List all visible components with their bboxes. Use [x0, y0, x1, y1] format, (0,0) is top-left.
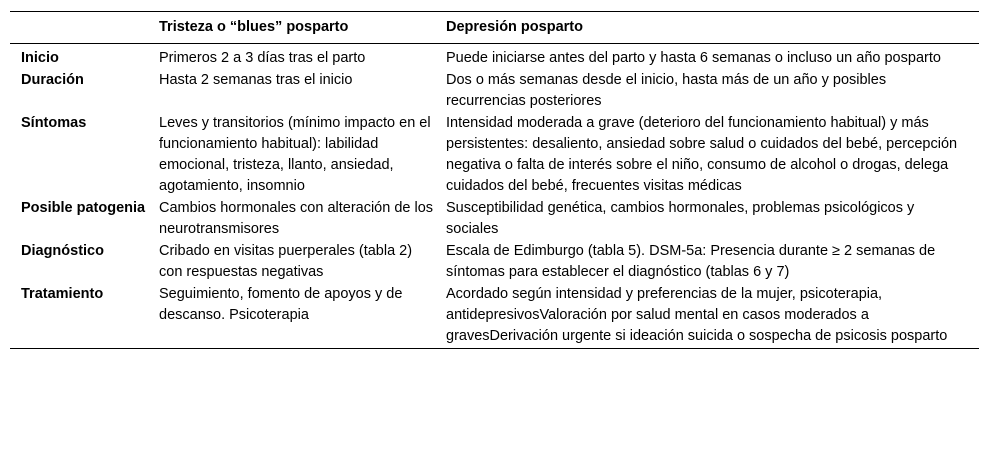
row-label: Tratamiento — [21, 286, 104, 302]
blues-cell: Primeros 2 a 3 días tras el parto — [159, 50, 366, 66]
blues-cell: Leves y transitorios (mínimo impacto en el funcionamiento habitual): labilidad emocional, tristeza, llanto, ansiedad, agotamiento, insomnio — [159, 115, 431, 194]
table-row-diagnostico — [10, 241, 979, 284]
table-row-patogenia — [10, 198, 979, 241]
table-row-sintomas — [10, 113, 979, 198]
header-blues: Tristeza o “blues” posparto — [159, 19, 349, 35]
depression-cell: Susceptibilidad genética, cambios hormonales, problemas psicológicos y sociales — [446, 200, 915, 237]
table-header — [10, 12, 979, 44]
header-label-cell — [10, 12, 159, 44]
depression-cell: Intensidad moderada a grave (deterioro del funcionamiento habitual) y más persistentes: desaliento, ansiedad sobre salud o cuidados del bebé, percepción negativa o falta de interés sobre el niño, consumo de alcohol o drogas, delega cuidados del bebé, frecuentes visitas médicas — [446, 115, 958, 194]
table-body — [10, 44, 979, 349]
comparison-table — [10, 11, 979, 349]
row-label: Posible patogenia — [21, 200, 146, 216]
blues-cell: Cribado en visitas puerperales (tabla 2) con respuestas negativas — [159, 243, 413, 280]
table-row-tratamiento — [10, 284, 979, 349]
depression-cell: Escala de Edimburgo (tabla 5). DSM-5a: Presencia durante ≥ 2 semanas de síntomas para establecer el diagnóstico (tablas 6 y 7) — [446, 243, 936, 280]
depression-cell: Acordado según intensidad y preferencias de la mujer, psicoterapia, antidepresivosValoración por salud mental en casos moderados a gravesDerivación urgente si ideación suicida o sospecha de psicosis posparto — [446, 286, 948, 344]
blues-cell: Seguimiento, fomento de apoyos y de descanso. Psicoterapia — [159, 286, 403, 323]
row-label: Duración — [21, 72, 84, 88]
depression-cell: Puede iniciarse antes del parto y hasta 6 semanas o incluso un año posparto — [446, 50, 941, 66]
blues-cell: Cambios hormonales con alteración de los neurotransmisores — [159, 200, 434, 237]
blues-cell: Hasta 2 semanas tras el inicio — [159, 72, 353, 88]
header-row — [10, 12, 979, 44]
row-label: Diagnóstico — [21, 243, 104, 259]
table-row-inicio — [10, 44, 979, 71]
row-label: Síntomas — [21, 115, 87, 131]
depression-cell: Dos o más semanas desde el inicio, hasta más de un año y posibles recurrencias posteriores — [446, 72, 887, 109]
row-label: Inicio — [21, 50, 59, 66]
header-depression: Depresión posparto — [446, 19, 583, 35]
table-row-duracion — [10, 70, 979, 113]
